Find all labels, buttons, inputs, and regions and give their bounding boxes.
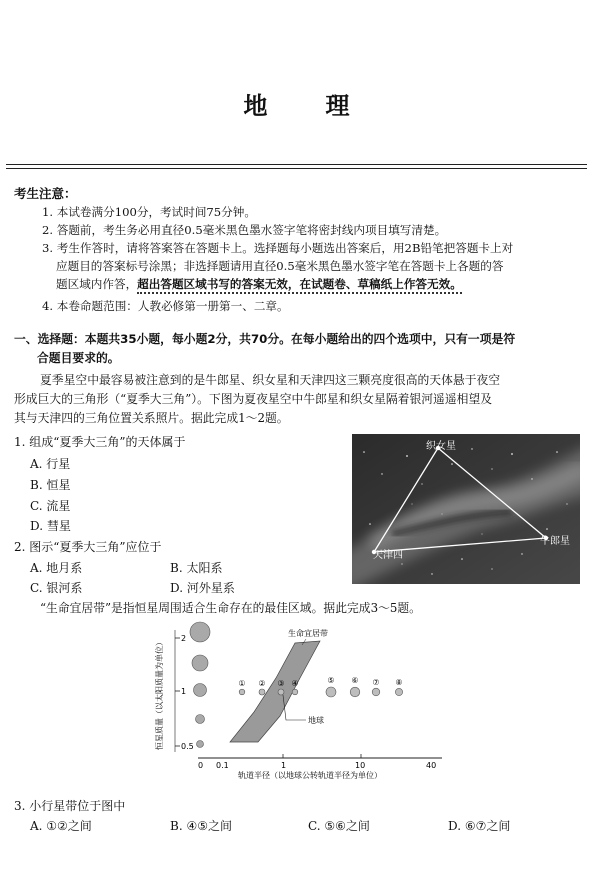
star-mass-marker [192,655,208,671]
vega-label: 织女星 [426,441,456,452]
q1-option-c: C. 流星 [30,499,71,513]
q1-option-b: B. 恒星 [30,478,71,492]
page-title: 地理 [243,92,408,120]
notice-warning: 超出答题区域书写的答案无效，在试题卷、草稿纸上作答无效。 [137,277,462,294]
earth-label: 地球 [308,716,324,725]
planet-marker [259,689,265,695]
y-tick-label-1: 1 [181,687,187,696]
planet-label-5: ⑤ [327,676,335,685]
section-heading-cont: 合题目要求的。 [37,351,120,365]
planet-marker [372,688,380,696]
y-tick-label-2: 2 [181,634,187,643]
q2-option-c: C. 银河系 [30,581,83,595]
passage2: “生命宜居带”是指恒星周围适合生命存在的最佳区域。据此完成3～5题。 [40,601,421,615]
header-rule-top [6,164,587,165]
q2-option-d: D. 河外星系 [170,581,235,595]
star-mass-marker [196,715,205,724]
q1-option-d: D. 彗星 [30,519,71,533]
q2-option-a: A. 地月系 [30,561,83,575]
q3-option-c: C. ⑤⑥之间 [308,819,370,833]
x-tick-label-10: 10 [355,761,366,770]
y-axis-label: 恒星质量（以太阳质量为单位） [155,638,164,750]
star-mass-marker [190,622,210,642]
deneb-label: 天津四 [373,550,403,561]
planet-label-1: ① [238,679,246,688]
passage1-line2: 形成巨大的三角形（“夏季大三角”）。下图为夏夜星空中牛郎星和织女星隔着银河遥遥相望及 [14,392,493,406]
notice-item-4: 4. 本卷命题范围：人教必修第一册第一、二章。 [42,299,289,313]
star-mass-marker [194,684,207,697]
question-3-stem: 3. 小行星带位于图中 [14,799,126,813]
header-rule-bottom [6,168,587,169]
habitable-zone-svg [150,620,450,780]
planet-marker [326,687,336,697]
planet-marker [239,689,245,695]
x-tick-label-0: 0 [198,761,204,770]
planet-marker [292,689,298,695]
planet-markers [239,687,402,697]
star-mass-marker [197,741,204,748]
x-tick-label-40: 40 [426,761,437,770]
notice-item-3-tail: 题区域内作答， [56,277,138,291]
x-tick-label-0-1: 0.1 [216,761,229,770]
q3-option-d: D. ⑥⑦之间 [448,819,511,833]
notice-item-2: 2. 答题前，考生务必用直径0.5毫米黑色墨水签字笔将密封线内项目填写清楚。 [42,223,447,237]
passage1-line3: 其与天津四的三角位置关系照片。据此完成1～2题。 [14,411,289,425]
notice-item-3-end [56,276,462,292]
planet-marker [278,689,284,695]
question-2-stem: 2. 图示“夏季大三角”应位于 [14,540,162,554]
q3-option-a: A. ①②之间 [30,819,92,833]
planet-marker [350,687,360,697]
section-heading: 一、选择题：本题共35小题，每小题2分，共70分。在每小题给出的四个选项中，只有一项是符 [14,332,516,346]
planet-marker [395,688,402,695]
planet-label-3: ③ [277,679,285,688]
x-axis-label: 轨道半径（以地球公转轨道半径为单位） [238,771,382,780]
q1-option-a: A. 行星 [30,457,71,471]
habitable-zone-figure [150,620,450,780]
habitable-zone-label: 生命宜居带 [288,629,328,638]
altair-label: 牛郎星 [540,536,570,547]
notice-heading: 考生注意： [14,186,77,201]
question-1-stem: 1. 组成“夏季大三角”的天体属于 [14,435,186,449]
planet-label-2: ② [258,679,266,688]
y-tick-label-0-5: 0.5 [181,742,194,751]
stars-by-mass [190,622,210,748]
planet-label-6: ⑥ [351,676,359,685]
q2-option-b: B. 太阳系 [170,561,223,575]
summer-triangle-photo [352,434,580,584]
star-photo-svg [352,434,580,584]
notice-item-3: 3. 考生作答时，请将答案答在答题卡上。选择题每小题选出答案后，用2B铅笔把答题卡上对 [42,241,514,255]
x-tick-label-1: 1 [281,761,287,770]
planet-label-7: ⑦ [372,678,380,687]
planet-label-8: ⑧ [395,678,403,687]
notice-item-3-cont: 应题目的答案标号涂黑；非选择题请用直径0.5毫米黑色墨水签字笔在答题卡上各题的答 [56,259,504,273]
planet-label-4: ④ [291,679,299,688]
planet-labels [238,676,402,688]
q3-option-b: B. ④⑤之间 [170,819,232,833]
notice-item-1: 1. 本试卷满分100分，考试时间75分钟。 [42,205,256,219]
passage1-line1: 夏季星空中最容易被注意到的是牛郎星、织女星和天津四这三颗亮度很高的天体悬于夜空 [40,373,501,387]
